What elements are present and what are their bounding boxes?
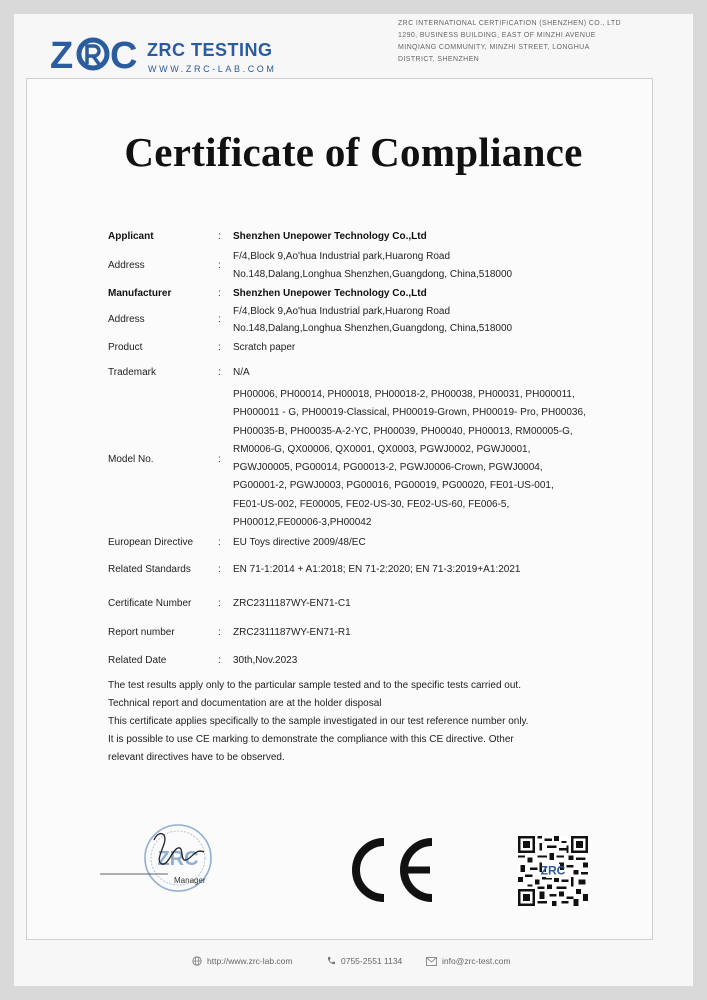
certificate-number-label: Certificate Number — [108, 598, 192, 609]
globe-icon — [192, 956, 202, 966]
model-line: PH00012,FE00006-3,PH00042 — [233, 517, 372, 529]
ce-mark-icon — [344, 838, 436, 902]
colon: : — [218, 454, 221, 465]
manufacturer-address-line2: No.148,Dalang,Longhua Shenzhen,Guangdong, China,518000 — [233, 323, 513, 334]
company-stamp — [96, 826, 246, 894]
applicant-address-line2: No.148,Dalang,Longhua Shenzhen,Guangdong, China,518000 — [233, 269, 513, 280]
colon: : — [218, 598, 221, 609]
model-line: PG00001-2, PGWJ0003, PG00016, PG00019, PG00020, FE01-US-001, — [233, 480, 554, 492]
manufacturer-label: Manufacturer — [108, 288, 172, 299]
colon: : — [218, 342, 221, 353]
note-line: It is possible to use CE marking to demonstrate the compliance with this CE directive. Other — [108, 734, 514, 745]
manufacturer-value: Shenzhen Unepower Technology Co.,Ltd — [233, 288, 427, 299]
colon: : — [218, 288, 221, 299]
colon: : — [218, 564, 221, 575]
colon: : — [218, 627, 221, 638]
certificate-title: Certificate of Compliance — [124, 129, 583, 175]
footer-email-text: info@zrc-test.com — [442, 956, 511, 966]
header-address-line: DISTRICT, SHENZHEN — [398, 56, 480, 63]
note-line: This certificate applies specifically to the sample investigated in our test reference number only. — [108, 716, 529, 727]
header-address-line: ZRC INTERNATIONAL CERTIFICATION (SHENZHEN) CO., LTD — [398, 20, 622, 27]
footer-email — [426, 956, 511, 966]
note-line: relevant directives have to be observed. — [108, 752, 285, 763]
report-number-label: Report number — [108, 627, 175, 638]
header-address-line: MINQIANG COMMUNITY, MINZHI STREET, LONGHUA — [398, 44, 590, 51]
colon: : — [218, 231, 221, 242]
directive-label: European Directive — [108, 537, 194, 548]
note-line: Technical report and documentation are at the holder disposal — [108, 698, 382, 709]
trademark-label: Trademark — [108, 367, 156, 378]
signature-caption: Manager — [174, 876, 206, 885]
footer-website — [192, 956, 293, 966]
applicant-label: Applicant — [108, 231, 154, 242]
header-address-line: 1290, BUSINESS BUILDING, EAST OF MINZHI AVENUE — [398, 32, 596, 39]
related-date-value: 30th,Nov.2023 — [233, 655, 298, 666]
model-line: FE01-US-002, FE00005, FE02-US-30, FE02-US-60, FE006-5, — [233, 498, 510, 510]
colon: : — [218, 260, 221, 271]
zrc-logo — [50, 30, 290, 82]
standards-value: EN 71-1:2014 + A1:2018; EN 71-2:2020; EN 71-3:2019+A1:2021 — [233, 564, 521, 575]
note-line: The test results apply only to the particular sample tested and to the specific tests carried out. — [108, 680, 521, 691]
model-line: PH00006, PH00014, PH00018, PH00018-2, PH00038, PH00031, PH000011, — [233, 389, 575, 400]
report-number-value: ZRC2311187WY-EN71-R1 — [233, 627, 351, 638]
model-line: PGWJ00005, PG00014, PG00013-2, PGWJ0006-Crown, PGWJ0004, — [233, 462, 543, 474]
trademark-value: N/A — [233, 367, 250, 378]
footer-website-text: http://www.zrc-lab.com — [207, 956, 293, 966]
product-value: Scratch paper — [233, 342, 296, 353]
colon: : — [218, 537, 221, 548]
brand-website: WWW.ZRC-LAB.COM — [148, 64, 277, 74]
model-line: PH00035-B, PH00035-A-2-YC, PH00039, PH00040, PH00013, RM00005-G, — [233, 425, 573, 437]
zrc-logo-mark — [50, 30, 140, 76]
svg-text:ZRC: ZRC — [540, 863, 566, 878]
colon: : — [218, 314, 221, 325]
certificate-number-value: ZRC2311187WY-EN71-C1 — [233, 598, 351, 609]
standards-label: Related Standards — [108, 564, 191, 575]
footer-phone — [326, 956, 402, 966]
applicant-value: Shenzhen Unepower Technology Co.,Ltd — [233, 231, 427, 242]
qr-code — [518, 836, 588, 906]
model-label: Model No. — [108, 454, 154, 465]
svg-text:ZRC: ZRC — [157, 848, 199, 870]
model-line: PH000011 - G, PH00019-Classical, PH00019-Grown, PH00019- Pro, PH00036, — [233, 407, 586, 419]
related-date-label: Related Date — [108, 655, 167, 666]
model-list — [233, 386, 613, 532]
header-address — [398, 18, 638, 66]
svg-text:C: C — [110, 35, 138, 76]
phone-icon — [326, 956, 336, 966]
address-label: Address — [108, 260, 145, 271]
mail-icon — [426, 957, 437, 966]
svg-text:Z: Z — [50, 35, 74, 76]
product-label: Product — [108, 342, 143, 353]
applicant-address-line1: F/4,Block 9,Ao'hua Industrial park,Huarong Road — [233, 251, 451, 262]
manufacturer-address-line1: F/4,Block 9,Ao'hua Industrial park,Huarong Road — [233, 306, 451, 317]
colon: : — [218, 655, 221, 666]
address-label: Address — [108, 314, 145, 325]
model-line: RM0006-G, QX00006, QX0001, QX0003, PGWJ0002, PGWJ0001, — [233, 443, 531, 455]
colon: : — [218, 367, 221, 378]
footer-phone-text: 0755-2551 1134 — [341, 956, 403, 966]
stamp-seal — [96, 822, 246, 902]
directive-value: EU Toys directive 2009/48/EC — [233, 537, 366, 548]
brand-name: ZRC TESTING — [147, 40, 273, 60]
